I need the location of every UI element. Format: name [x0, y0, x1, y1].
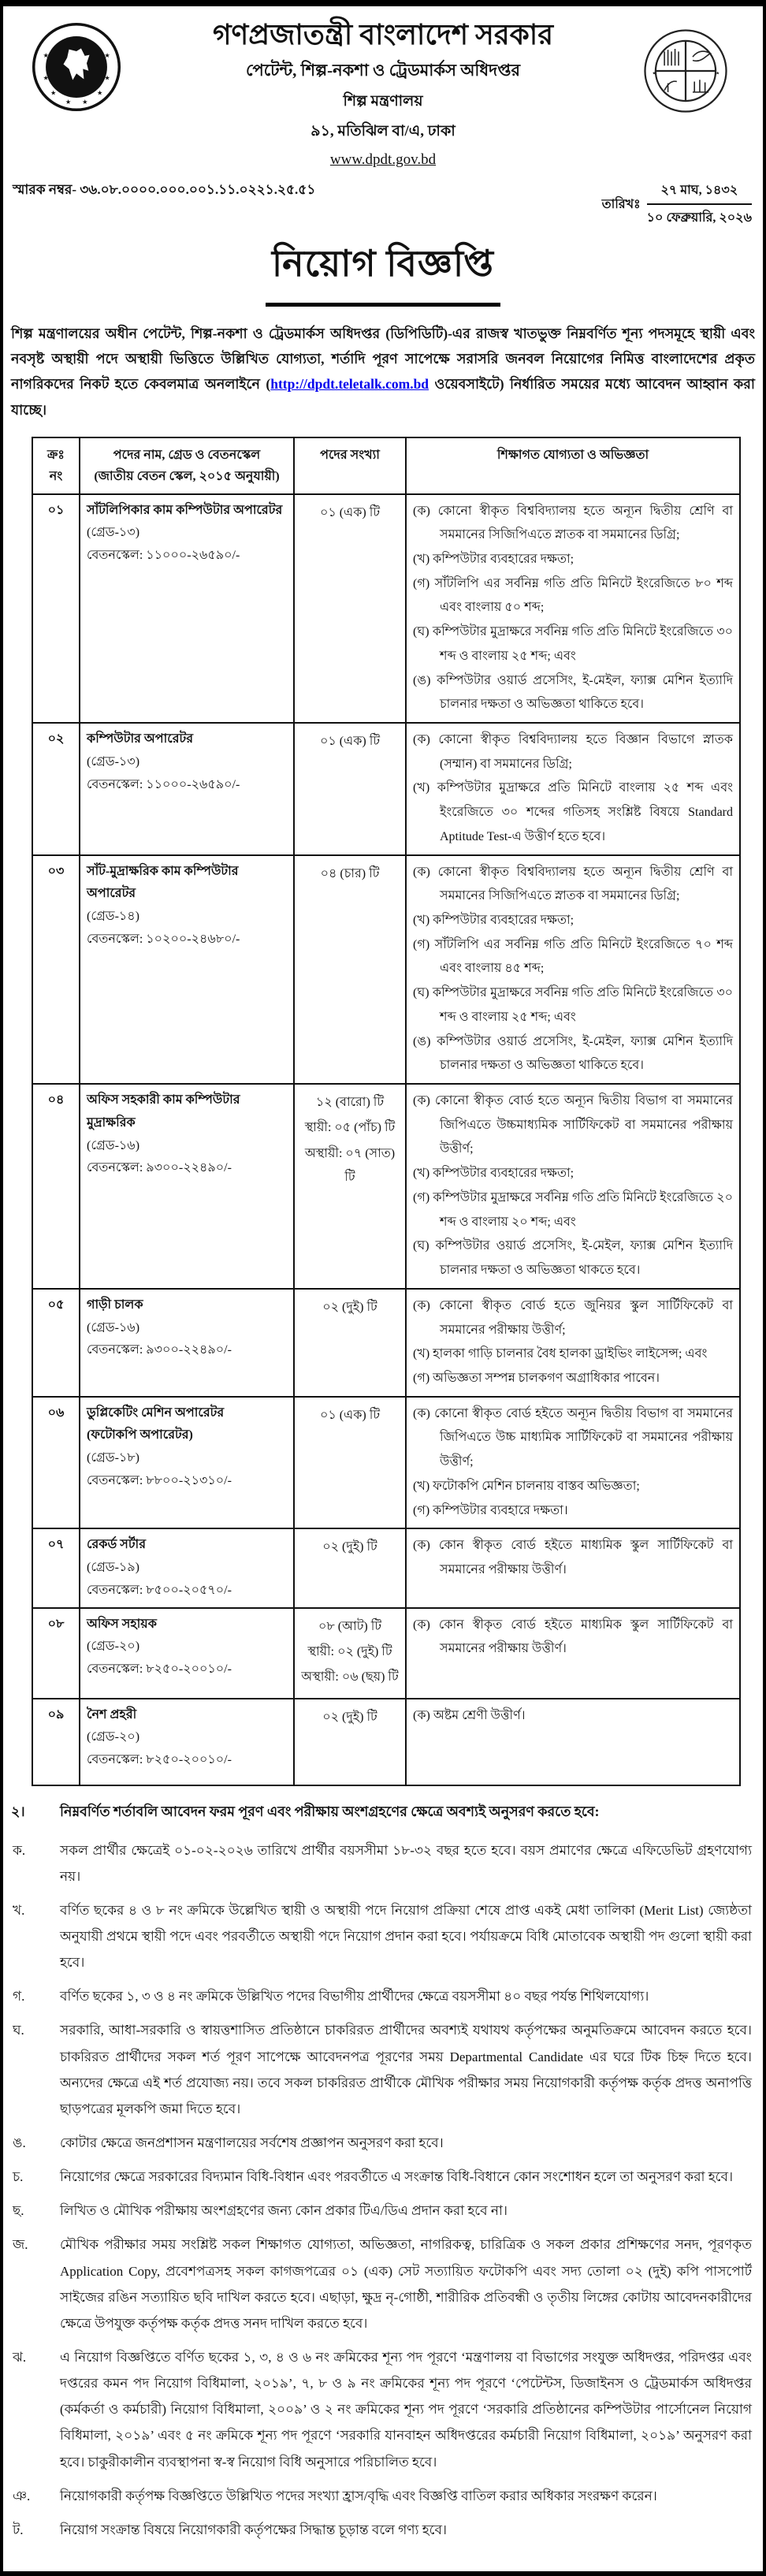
qualification-item: (খ) ফটোকপি মেশিন চালনায় বাস্তব অভিজ্ঞতা; [413, 1479, 640, 1493]
post-name-cell [80, 1699, 294, 1785]
row-serial: ০৬ [32, 1397, 80, 1529]
svg-text:★: ★ [652, 71, 656, 76]
svg-text:★: ★ [82, 98, 88, 106]
condition-item [11, 2483, 752, 2509]
condition-text: সকল প্রার্থীর ক্ষেত্রেই ০১-০২-২০২৬ তারিখে প্রার্থীর বয়সসীমা ১৮-৩২ বছর হতে হবে। বয়স প্রমাণের ক্ষেত্রে এফিডেভিট গ্রহণযোগ্য নয়। [60, 1842, 752, 1884]
svg-text:★: ★ [104, 73, 110, 82]
qualification-item: (ঙ) কম্পিউটার ওয়ার্ড প্রসেসিং, ই-মেইল, ফ্যাক্স মেশিন ইত্যাদি চালনার দক্ষতা ও অভিজ্ঞতা থাকিতে হবে। [413, 1034, 733, 1073]
qualification-item: (ক) কোন স্বীকৃত বোর্ড হইতে মাধ্যমিক স্কুল সার্টিফিকেট বা সমমানের পরীক্ষায় উত্তীর্ণ। [413, 1617, 733, 1656]
condition-text: এ নিয়োগ বিজ্ঞপ্তিতে বর্ণিত ছকের ১, ৩, ৪ ও ৬ নং ক্রমিকের শূন্য পদ পূরণে ‘মন্ত্রণালয় বা বিভাগের সংযুক্ত অধিদপ্তর, পরিদপ্তর এবং দপ্তরের কমন পদ নিয়োগ বিধিমালা, ২০১৯’, ৭, ৮ ও ৯ নং ক্রমিকের শূন্য পদ পূরণে ‘পেটেন্টস, ডিজাইনস ও ট্রেডমার্কস অধিদপ্তর (কর্মকর্তা ও কর্মচারী) নিয়োগ বিধিমালা, ২০০৯’ ও ২ নং ক্রমিকের শূন্য পদ পূরণে ‘সরকারি প্রতিষ্ঠানের কম্পিউটার পার্সোনেল নিয়োগ বিধিমালা, ২০১৯’ এবং ৫ নং ক্রমিকে শূন্য পদ পূরণে ‘সরকারি যানবাহন অধিদপ্তরের কর্মচারী নিয়োগ বিধিমালা, ২০১৯’ অনুসরণ করা হবে। চাকুরীকালীন ব্যবস্থাপনা স্ব-স্ব নিয়োগ বিধি অনুসারে পরিচালিত হবে। [60, 2350, 752, 2470]
qualification-item: (ঘ) কম্পিউটার মুদ্রাক্ষরে সর্বনিম্ন গতি প্রতি মিনিটে ইংরেজিতে ৩০ শব্দ ও বাংলায় ২৫ শব্দ; এবং [413, 625, 733, 663]
conditions-list [11, 1837, 752, 2543]
post-detail: (গ্রেড-১৩) [87, 526, 140, 540]
post-count: ১২ (বারো) টি [315, 1096, 385, 1110]
ministry-name: শিল্প মন্ত্রণালয় [343, 93, 423, 110]
qualification-item: (ক) কোনো স্বীকৃত বিশ্ববিদ্যালয় হতে অন্যূন দ্বিতীয় শ্রেণি বা সমমানের সিজিপিএতে স্নাতক বা সমমানের ডিগ্রি; [413, 504, 733, 542]
qualification-item: (ঘ) কম্পিউটার ওয়ার্ড প্রসেসিং, ই-মেইল, ফ্যাক্স মেশিন ইত্যাদি চালনার দক্ষতা ও অভিজ্ঞতা থাকতে হবে। [413, 1239, 733, 1278]
post-name-cell [80, 723, 294, 855]
condition-label: জ. [13, 2237, 28, 2253]
post-detail: বেতনস্কেল: ৮২৫০-২০০১০/- [87, 1753, 232, 1767]
qualification-item: (গ) সাঁটলিপি এর সর্বনিম্ন গতি প্রতি মিনিটে ইংরেজিতে ৭০ শব্দ এবং বাংলায় ৪৫ শব্দ; [413, 937, 733, 976]
row-serial: ০২ [32, 723, 80, 855]
condition-label: চ. [13, 2169, 24, 2185]
header-post-name: পদের নাম, গ্রেড ও বেতনস্কেল (জাতীয় বেতন স্কেল, ২০১৫ অনুযায়ী) [80, 437, 294, 494]
qualifications-cell [406, 723, 740, 855]
condition-label: ঘ. [13, 2023, 24, 2038]
application-url-link[interactable]: http://dpdt.teletalk.com.bd [270, 376, 429, 393]
header-serial: ক্রঃ নং [32, 437, 80, 494]
govt-seal-icon [30, 20, 123, 114]
post-title: মুদ্রাক্ষরিক [87, 1115, 136, 1130]
condition-item [11, 2344, 752, 2475]
post-count-cell [294, 723, 406, 855]
positions-tbody [32, 494, 740, 1785]
memo-number: স্মারক নম্বর- ৩৬.০৮.০০০০.০০০.০০১.১১.০২২১.২৫.৫১ [13, 182, 316, 197]
national-emblem-icon [637, 27, 734, 115]
header-post-count: পদের সংখ্যা [294, 437, 406, 494]
post-title: অপারেটর [87, 887, 136, 901]
post-name-cell [80, 1528, 294, 1607]
qualification-item: (খ) কম্পিউটার ব্যবহারের দক্ষতা; [413, 914, 574, 927]
post-detail: (গ্রেড-১৬) [87, 1320, 140, 1335]
qualifications-cell [406, 1699, 740, 1785]
condition-label: ট. [13, 2522, 24, 2537]
qualifications-cell [406, 1289, 740, 1397]
post-count: অস্থায়ী: ০৬ (ছয়) টি [301, 1670, 399, 1684]
table-row [32, 1528, 740, 1607]
condition-label: গ. [13, 1989, 25, 2005]
svg-text:★: ★ [96, 88, 103, 97]
qualifications-cell [406, 855, 740, 1084]
condition-label: ঙ. [13, 2135, 26, 2151]
qualification-item: (ক) কোনো স্বীকৃত বিশ্ববিদ্যালয় হতে অন্যূন দ্বিতীয় শ্রেণি বা সমমানের সিজিপিএতে স্নাতক বা সমমানের ডিগ্রি; [413, 865, 733, 903]
condition-text: নিয়োগকারী কর্তৃপক্ষ বিজ্ঞপ্তিতে উল্লিখিত পদের সংখ্যা হ্রাস/বৃদ্ধি এবং বিজ্ঞপ্তি বাতিল করার অধিকার সংরক্ষণ করেন। [60, 2488, 657, 2503]
post-detail: বেতনস্কেল: ১১০০০-২৬৫৯০/- [87, 549, 240, 563]
condition-text: মৌখিক পরীক্ষার সময় সংশ্লিষ্ট সকল শিক্ষাগত যোগ্যতা, অভিজ্ঞতা, নাগরিকত্ব, চারিত্রিক ও সকল প্রকার প্রশিক্ষণের সনদ, পূরণকৃত Application Copy, প্রবেশপত্রসহ সকল কাগজপত্রের ০১ (এক) সেট সত্যায়িত ফটোকপি এবং সদ্য তোলা ০২ (দুই) কপি পাসপোর্ট সাইজের রঙিন সত্যায়িত ছবি দাখিল করতে হবে। এছাড়া, ক্ষুদ্র নৃ-গোষ্ঠী, শারীরিক প্রতিবন্ধী ও তৃতীয় লিঙ্গের কোটায় আবেদনকারীদের ক্ষেত্রে উপযুক্ত কর্তৃপক্ষ কর্তৃক প্রদত্ত সনদ দাখিল করতে হবে। [60, 2237, 752, 2331]
government-title: গণপ্রজাতন্ত্রী বাংলাদেশ সরকার [212, 19, 554, 50]
office-address: ৯১, মতিঝিল বা/এ, ঢাকা [310, 123, 456, 140]
conditions-number: ২। [11, 1803, 25, 1819]
table-row [32, 723, 740, 855]
post-detail: বেতনস্কেল: ১০২০০-২৪৬৮০/- [87, 932, 240, 946]
qualification-item: (খ) কম্পিউটার ব্যবহারের দক্ষতা; [413, 552, 574, 566]
header-qualification: শিক্ষাগত যোগ্যতা ও অভিজ্ঞতা [406, 437, 740, 494]
qualifications-cell [406, 494, 740, 723]
condition-label: ছ. [13, 2203, 24, 2219]
condition-item [11, 2130, 752, 2156]
notice-title: নিয়োগ বিজ্ঞপ্তি [266, 236, 500, 307]
post-count-cell [294, 1289, 406, 1397]
condition-text: বর্ণিত ছকের ৪ ও ৮ নং ক্রমিকে উল্লেখিত স্থায়ী ও অস্থায়ী পদে নিয়োগ প্রক্রিয়া শেষে প্রাপ্ত একই মেধা তালিকা (Merit List) জ্যেষ্ঠতা অনুযায়ী প্রথমে স্থায়ী পদে এবং পরবর্তীতে অস্থায়ী পদে নিয়োগ প্রদান করা হবে। পর্যায়ক্রমে বিধি মোতাবেক অস্থায়ী পদ গুলো স্থায়ী করা হবে। [60, 1902, 752, 1971]
post-name-cell [80, 494, 294, 723]
condition-item [11, 2017, 752, 2122]
table-header-row [32, 437, 740, 494]
qualification-item: (ক) অষ্টম শ্রেণী উত্তীর্ণ। [413, 1708, 526, 1722]
qualification-item: (ক) কোন স্বীকৃত বোর্ড হইতে মাধ্যমিক স্কুল সার্টিফিকেট বা সমমানের পরীক্ষায় উত্তীর্ণ। [413, 1539, 733, 1576]
row-serial: ০৪ [32, 1084, 80, 1289]
post-detail: বেতনস্কেল: ৯৩০০-২২৪৯০/- [87, 1343, 232, 1357]
condition-item [11, 2517, 752, 2543]
post-count-cell [294, 1528, 406, 1607]
post-title: সাঁট-মুদ্রাক্ষরিক কাম কম্পিউটার [87, 864, 239, 878]
condition-text: বর্ণিত ছকের ১, ৩ ও ৪ নং ক্রমিকে উল্লিখিত পদের বিভাগীয় প্রার্থীদের ক্ষেত্রে বয়সসীমা ৪০ বছর পর্যন্ত শিথিলযোগ্য। [60, 1989, 649, 2005]
memo-date-row [3, 169, 763, 229]
svg-text:★: ★ [43, 51, 49, 60]
date-block [602, 180, 752, 229]
condition-label: ঝ. [13, 2350, 27, 2366]
notice-title-wrap [3, 236, 763, 307]
post-count: ০২ (দুই) টি [322, 1710, 377, 1724]
qualification-item: (ঘ) কম্পিউটার মুদ্রাক্ষরে সর্বনিম্ন গতি প্রতি মিনিটে ইংরেজিতে ৩০ শব্দ ও বাংলায় ২৫ শব্দ; এবং [413, 986, 733, 1024]
qualifications-cell [406, 1397, 740, 1529]
qualification-item: (খ) কম্পিউটার ব্যবহারের দক্ষতা; [413, 1167, 574, 1181]
post-count-cell [294, 494, 406, 723]
condition-item [11, 1897, 752, 1975]
qualification-item: (খ) কম্পিউটার মুদ্রাক্ষরে প্রতি মিনিটে বাংলায় ২৫ শব্দ এবং ইংরেজিতে ৩০ শব্দের গতিসহ সংশ্লিষ্ট বিষয়ে Standard Aptitude Test-এ উত্তীর্ণ হতে হবে। [413, 781, 733, 843]
post-detail: (গ্রেড-১৮) [87, 1451, 140, 1465]
post-count-cell [294, 1699, 406, 1785]
condition-item [11, 2198, 752, 2224]
row-serial: ০৮ [32, 1608, 80, 1699]
conditions-heading: নিম্নবর্ণিত শর্তাবলি আবেদন ফরম পূরণ এবং পরীক্ষায় অংশগ্রহণের ক্ষেত্রে অবশ্যই অনুসরণ করতে হবে: [60, 1803, 600, 1819]
row-serial: ০৫ [32, 1289, 80, 1397]
qualification-item: (গ) কম্পিউটার ব্যবহারে দক্ষতা। [413, 1503, 568, 1517]
conditions-heading-row [11, 1802, 752, 1825]
svg-text:★: ★ [50, 88, 57, 97]
qualifications-cell [406, 1528, 740, 1607]
qualification-item: (খ) হালকা গাড়ি চালনার বৈধ হালকা ড্রাইভিং লাইসেন্স; এবং [413, 1347, 708, 1361]
post-name-cell [80, 1397, 294, 1529]
row-serial: ০১ [32, 494, 80, 723]
post-name-cell [80, 855, 294, 1084]
table-row [32, 1699, 740, 1785]
post-detail: বেতনস্কেল: ৮৮০০-২১৩১০/- [87, 1474, 232, 1488]
post-count-cell [294, 855, 406, 1084]
post-title: (ফটোকপি অপারেটর) [87, 1428, 193, 1442]
row-serial: ০৩ [32, 855, 80, 1084]
post-name-cell [80, 1084, 294, 1289]
post-detail: বেতনস্কেল: ৮৫০০-২০৫৭০/- [87, 1583, 232, 1597]
row-serial: ০৭ [32, 1528, 80, 1607]
row-serial: ০৯ [32, 1699, 80, 1785]
date-gregorian: ১০ ফেব্রুয়ারি, ২০২৬ [646, 211, 752, 225]
qualification-item: (গ) অভিজ্ঞতা সম্পন্ন চালকগণ অগ্রাধিকার পাবেন। [413, 1371, 660, 1385]
svg-text:★: ★ [43, 73, 49, 82]
post-count-cell [294, 1608, 406, 1699]
post-title: অফিস সহকারী কাম কম্পিউটার [87, 1093, 240, 1107]
post-detail: বেতনস্কেল: ৮২৫০-২০০১০/- [87, 1662, 232, 1677]
post-count: ০১ (এক) টি [319, 734, 381, 748]
document-header [3, 6, 763, 169]
positions-table [32, 437, 741, 1786]
qualification-item: (ক) কোনো স্বীকৃত বিশ্ববিদ্যালয় হতে বিজ্ঞান বিভাগে স্নাতক (সম্মান) বা সমমানের ডিগ্রি; [413, 732, 733, 771]
condition-text: নিয়োগের ক্ষেত্রে সরকারের বিদ্যমান বিধি-বিধান এবং পরবর্তীতে এ সংক্রান্ত বিধি-বিধানে কোন সংশোধন হলে তা অনুসরণ করা হবে। [60, 2169, 734, 2185]
post-name-cell [80, 1289, 294, 1397]
post-detail: (গ্রেড-২০) [87, 1640, 140, 1654]
post-count: ০২ (দুই) টি [322, 1540, 377, 1554]
post-detail: বেতনস্কেল: ১১০০০-২৬৫৯০/- [87, 777, 240, 791]
table-row [32, 494, 740, 723]
qualification-item: (ঙ) কম্পিউটার ওয়ার্ড প্রসেসিং, ই-মেইল, ফ্যাক্স মেশিন ইত্যাদি চালনার দক্ষতা ও অভিজ্ঞতা থাকিতে হবে। [413, 673, 733, 712]
condition-label: ক. [13, 1842, 26, 1858]
post-count-cell [294, 1397, 406, 1529]
condition-item [11, 2164, 752, 2190]
post-title: ডুপ্লিকেটিং মেশিন অপারেটর [87, 1405, 225, 1420]
condition-text: লিখিত ও মৌখিক পরীক্ষায় অংশগ্রহণের জন্য কোন প্রকার টিএ/ডিএ প্রদান করা হবে না। [60, 2203, 508, 2219]
svg-text:★: ★ [104, 51, 110, 60]
post-detail: (গ্রেড-১৪) [87, 910, 140, 924]
table-row [32, 855, 740, 1084]
post-count: ০১ (এক) টি [319, 505, 381, 519]
post-count: ০৮ (আট) টি [318, 1619, 382, 1633]
post-title: অফিস সহায়ক [87, 1617, 157, 1631]
qualification-item: (গ) সাঁটলিপি এর সর্বনিম্ন গতি প্রতি মিনিটে ইংরেজিতে ৮০ শব্দ এবং বাংলায় ৫০ শব্দ; [413, 576, 733, 615]
condition-text: কোটার ক্ষেত্রে জনপ্রশাসন মন্ত্রণালয়ের সর্বশেষ প্রজ্ঞাপন অনুসরণ করা হবে। [60, 2135, 444, 2151]
intro-paragraph [3, 321, 763, 423]
condition-item [11, 2232, 752, 2336]
post-detail: (গ্রেড-১৯) [87, 1561, 140, 1575]
date-bangla: ২৭ মাঘ, ১৪৩২ [647, 180, 752, 205]
post-count: ০৪ (চার) টি [320, 866, 380, 880]
post-count: ০১ (এক) টি [319, 1408, 381, 1422]
intro-text-pre: শিল্প মন্ত্রণালয়ের অধীন পেটেন্ট, শিল্প-নকশা ও ট্রেডমার্কস অধিদপ্তর (ডিপিডিটি)-এর রাজস্ব খাতভুক্ত নিম্নবর্ণিত শূন্য পদসমূহে স্থায়ী এবং নবসৃষ্ট অস্থায়ী পদে অস্থায়ী ভিত্তিতে উল্লিখিত যোগ্যতা, শর্তাদি পূরণ সাপেক্ষে সরাসরি জনবল নিয়োগের নিমিত্ত বাংলাদেশের প্রকৃত নাগরিকদের নিকট হতে কেবলমাত্র অনলাইনে ( [11, 325, 755, 393]
post-title: গাড়ী চালক [87, 1297, 143, 1312]
condition-text: নিয়োগ সংক্রান্ত বিষয়ে নিয়োগকারী কর্তৃপক্ষের সিদ্ধান্ত চূড়ান্ত বলে গণ্য হবে। [60, 2522, 448, 2537]
post-detail: (গ্রেড-১৩) [87, 754, 140, 769]
post-title: রেকর্ড সর্টার [87, 1538, 146, 1552]
table-row [32, 1397, 740, 1529]
svg-text:★: ★ [65, 98, 72, 106]
post-count: স্থায়ী: ০৫ (পাঁচ) টি [304, 1121, 396, 1135]
condition-item [11, 1983, 752, 2009]
qualifications-cell [406, 1608, 740, 1699]
post-title: নৈশ প্রহরী [87, 1707, 137, 1722]
post-count: স্থায়ী: ০২ (দুই) টি [307, 1645, 392, 1659]
post-title: সাঁটলিপিকার কাম কম্পিউটার অপারেটর [87, 503, 283, 517]
qualification-item: (গ) কম্পিউটার মুদ্রাক্ষরে সর্বনিম্ন গতি প্রতি মিনিটে ইংরেজিতে ২০ শব্দ ও বাংলায় ২০ শব্দ; এবং [413, 1190, 733, 1229]
post-detail: (গ্রেড-১৬) [87, 1138, 140, 1152]
qualification-item: (ক) কোনো স্বীকৃত বোর্ড হইতে অন্যূন দ্বিতীয় বিভাগ বা সমমানের জিপিএতে উচ্চ মাধ্যমিক সার্টিফিকেট বা সমমানের পরীক্ষায় উত্তীর্ণ; [413, 1406, 733, 1469]
svg-text:★: ★ [716, 71, 720, 76]
intro-text-post: ওয়েবসাইটে) নির্ধারিত সময়ের মধ্যে আবেদন আহ্বান করা যাচ্ছে। [11, 376, 756, 418]
post-count: অস্থায়ী: ০৭ (সাত) টি [304, 1146, 396, 1185]
post-count: ০২ (দুই) টি [322, 1300, 377, 1314]
website-link[interactable]: www.dpdt.gov.bd [329, 151, 437, 168]
post-detail: বেতনস্কেল: ৯৩০০-২২৪৯০/- [87, 1161, 232, 1175]
table-row [32, 1608, 740, 1699]
condition-item [11, 1837, 752, 1889]
post-count-cell [294, 1084, 406, 1289]
conditions-section [3, 1786, 763, 2571]
qualifications-cell [406, 1084, 740, 1289]
post-name-cell [80, 1608, 294, 1699]
qualification-item: (ক) কোনো স্বীকৃত বোর্ড হতে জুনিয়র স্কুল সার্টিফিকেট বা সমমানের পরীক্ষায় উত্তীর্ণ; [413, 1298, 733, 1337]
condition-label: ঞ. [13, 2488, 31, 2503]
post-detail: (গ্রেড-২০) [87, 1730, 140, 1744]
department-name: পেটেন্ট, শিল্প-নকশা ও ট্রেডমার্কস অধিদপ্তর [245, 61, 521, 80]
date-label: তারিখঃ [601, 197, 641, 211]
qualification-item: (ক) কোনো স্বীকৃত বোর্ড হতে অন্যূন দ্বিতীয় বিভাগ বা সমমানের জিপিএতে উচ্চমাধ্যমিক সার্টিফিকেট বা সমমানের পরীক্ষায় উত্তীর্ণ; [413, 1094, 733, 1156]
condition-text: সরকারি, আধা-সরকারি ও স্বায়ত্তশাসিত প্রতিষ্ঠানে চাকরিরত প্রার্থীদের অবশ্যই যথাযথ কর্তৃপক্ষের অনুমতিক্রমে আবেদন করতে হবে। চাকরিরত প্রার্থীদের সকল শর্ত পূরণ সাপেক্ষে আবেদনপত্র পূরণের সময় Departmental Candidate এর ঘরে টিক চিহ্ন দিতে হবে। অন্যদের ক্ষেত্রে এই শর্ত প্রযোজ্য নয়। তবে সকল চাকরিরত প্রার্থীকে মৌখিক পরীক্ষার সময় নিয়োগকারী কর্তৃপক্ষ কর্তৃক প্রদত্ত অনাপত্তি ছাড়পত্রের মূলকপি জমা দিতে হবে। [60, 2023, 752, 2116]
table-row [32, 1084, 740, 1289]
condition-label: খ. [13, 1902, 25, 1918]
table-row [32, 1289, 740, 1397]
post-title: কম্পিউটার অপারেটর [87, 731, 194, 746]
